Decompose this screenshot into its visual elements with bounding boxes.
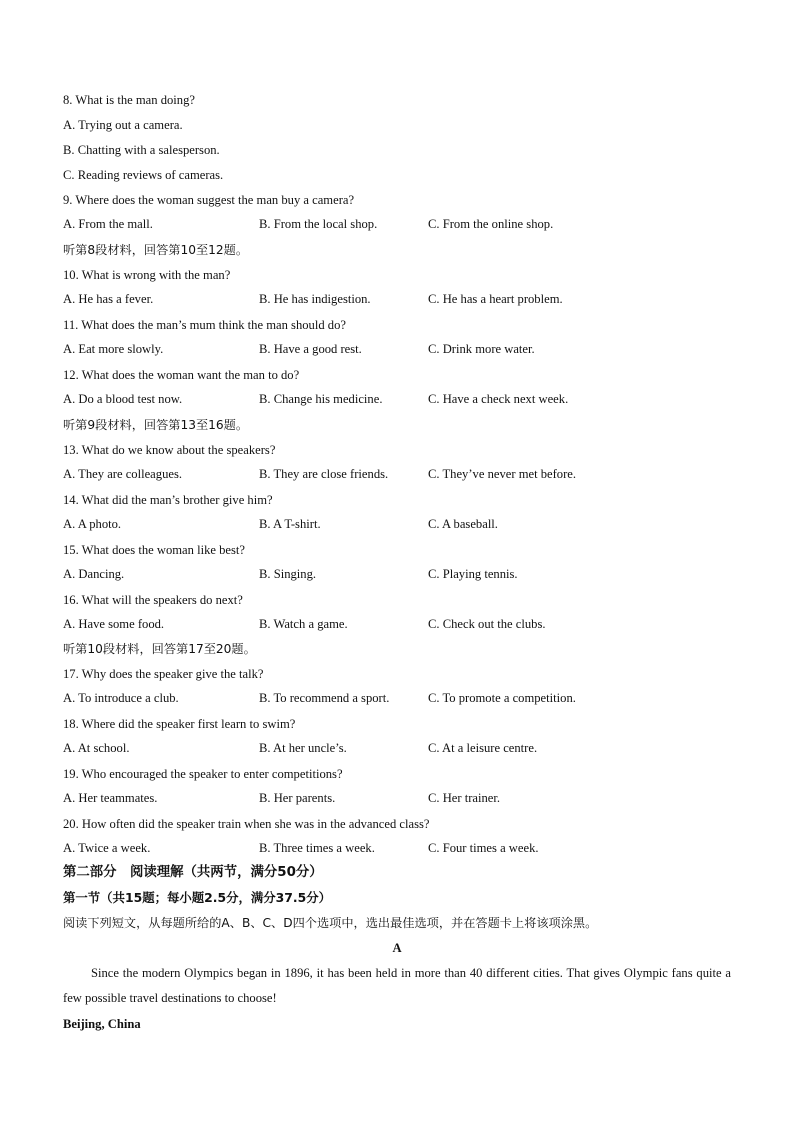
q13-option-b: B. They are close friends.	[259, 467, 389, 481]
q18-option-c: C. At a leisure centre.	[428, 741, 538, 755]
question-17: 17. Why does the speaker give the talk?	[63, 667, 264, 681]
q13-option-a: A. They are colleagues.	[63, 467, 183, 481]
q15-option-c: C. Playing tennis.	[428, 567, 518, 581]
q10-option-a: A. He has a fever.	[63, 292, 154, 306]
q16-options	[63, 617, 743, 633]
q9-options	[63, 217, 743, 233]
question-19: 19. Who encouraged the speaker to enter competitions?	[63, 767, 343, 781]
passage-intro: Since the modern Olympics began in 1896, it has been held in more than 40 different cities. That gives Olympic fans quite a few possible travel destinations to choose!	[63, 966, 731, 1005]
passage-subheading: Beijing, China	[63, 1017, 141, 1031]
question-16: 16. What will the speakers do next?	[63, 593, 243, 607]
q8-option-a: A. Trying out a camera.	[63, 118, 183, 132]
q13-options	[63, 467, 743, 483]
section-9-instruction: 听第9段材料，回答第13至16题。	[63, 418, 249, 432]
part-two-title: 第二部分 阅读理解（共两节，满分50分）	[63, 865, 323, 880]
q16-option-a: A. Have some food.	[63, 617, 165, 631]
section-10-instruction: 听第10段材料，回答第17至20题。	[63, 642, 256, 656]
q19-options	[63, 791, 743, 807]
q17-option-c: C. To promote a competition.	[428, 691, 576, 705]
section-one-title: 第一节（共15题；每小题2.5分，满分37.5分）	[63, 890, 332, 905]
q12-options	[63, 392, 743, 408]
q9-option-b: B. From the local shop.	[259, 217, 378, 231]
q10-option-c: C. He has a heart problem.	[428, 292, 563, 306]
q9-option-a: A. From the mall.	[63, 217, 153, 231]
q10-option-b: B. He has indigestion.	[259, 292, 371, 306]
question-10: 10. What is wrong with the man?	[63, 268, 231, 282]
q10-options	[63, 292, 743, 308]
question-9: 9. Where does the woman suggest the man buy a camera?	[63, 193, 355, 207]
q17-options	[63, 691, 743, 707]
question-14: 14. What did the man’s brother give him?	[63, 493, 273, 507]
q9-option-c: C. From the online shop.	[428, 217, 554, 231]
question-12: 12. What does the woman want the man to do?	[63, 368, 300, 382]
q12-option-c: C. Have a check next week.	[428, 392, 569, 406]
q13-option-c: C. They’ve never met before.	[428, 467, 577, 481]
reading-instruction: 阅读下列短文，从每题所给的A、B、C、D四个选项中，选出最佳选项，并在答题卡上将该项涂黑。	[63, 916, 598, 930]
q17-option-a: A. To introduce a club.	[63, 691, 179, 705]
q11-options	[63, 342, 743, 358]
question-13: 13. What do we know about the speakers?	[63, 443, 276, 457]
q12-option-a: A. Do a blood test now.	[63, 392, 183, 406]
question-20: 20. How often did the speaker train when she was in the advanced class?	[63, 817, 430, 831]
q19-option-c: C. Her trainer.	[428, 791, 501, 805]
q15-options	[63, 567, 743, 583]
q20-option-a: A. Twice a week.	[63, 841, 151, 855]
q8-option-c: C. Reading reviews of cameras.	[63, 168, 224, 182]
q14-option-b: B. A T-shirt.	[259, 517, 321, 531]
question-15: 15. What does the woman like best?	[63, 543, 245, 557]
q20-options	[63, 841, 743, 857]
question-8: 8. What is the man doing?	[63, 93, 195, 107]
q19-option-a: A. Her teammates.	[63, 791, 158, 805]
section-8-instruction: 听第8段材料，回答第10至12题。	[63, 243, 249, 257]
passage-label: A	[392, 941, 402, 955]
q11-option-c: C. Drink more water.	[428, 342, 535, 356]
q15-option-a: A. Dancing.	[63, 567, 125, 581]
q14-option-a: A. A photo.	[63, 517, 122, 531]
q15-option-b: B. Singing.	[259, 567, 317, 581]
q16-option-b: B. Watch a game.	[259, 617, 348, 631]
q11-option-b: B. Have a good rest.	[259, 342, 362, 356]
q18-option-b: B. At her uncle’s.	[259, 741, 347, 755]
q11-option-a: A. Eat more slowly.	[63, 342, 164, 356]
q12-option-b: B. Change his medicine.	[259, 392, 383, 406]
q14-option-c: C. A baseball.	[428, 517, 498, 531]
q16-option-c: C. Check out the clubs.	[428, 617, 546, 631]
q8-option-b: B. Chatting with a salesperson.	[63, 143, 220, 157]
q14-options	[63, 517, 743, 533]
q17-option-b: B. To recommend a sport.	[259, 691, 390, 705]
q19-option-b: B. Her parents.	[259, 791, 336, 805]
q20-option-b: B. Three times a week.	[259, 841, 375, 855]
question-11: 11. What does the man’s mum think the man should do?	[63, 318, 346, 332]
question-18: 18. Where did the speaker first learn to swim?	[63, 717, 296, 731]
q18-options	[63, 741, 743, 757]
q18-option-a: A. At school.	[63, 741, 130, 755]
q20-option-c: C. Four times a week.	[428, 841, 539, 855]
